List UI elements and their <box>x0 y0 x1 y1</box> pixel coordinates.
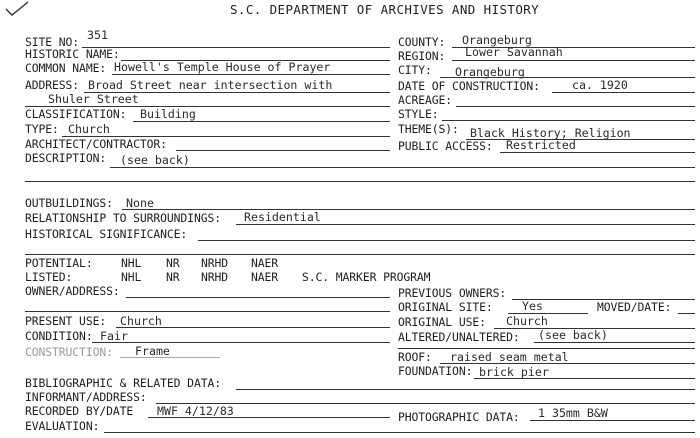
informant-label: INFORMANT/ADDRESS: <box>25 390 147 404</box>
owner-address-label: OWNER/ADDRESS: <box>25 284 120 298</box>
condition-line <box>92 342 390 343</box>
foundation-line <box>474 378 695 379</box>
themes-line <box>466 139 695 140</box>
photographic-data-label: PHOTOGRAPHIC DATA: <box>398 410 520 424</box>
outbuildings-label: OUTBUILDINGS: <box>25 196 113 210</box>
sc-marker-program: S.C. MARKER PROGRAM <box>302 270 431 284</box>
photographic-data-line <box>530 420 695 421</box>
common-name-line <box>112 74 390 75</box>
outbuildings-value: None <box>126 196 154 210</box>
listed-nr: NR <box>166 270 180 284</box>
common-name-value: Howell's Temple House of Prayer <box>114 60 331 74</box>
historic-name-label: HISTORIC NAME: <box>25 47 120 61</box>
present-use-line <box>116 327 390 328</box>
description-line-2 <box>25 181 695 182</box>
recorded-by-value: MWF 4/12/83 <box>157 404 234 418</box>
style-label: STYLE: <box>398 107 439 121</box>
public-access-line <box>500 152 695 153</box>
relationship-label: RELATIONSHIP TO SURROUNDINGS: <box>25 211 221 225</box>
roof-value: raised seam metal <box>450 350 569 364</box>
type-value: Church <box>68 122 110 136</box>
potential-nrhd: NRHD <box>201 256 229 270</box>
potential-label: POTENTIAL: <box>25 256 93 270</box>
relationship-value: Residential <box>244 210 321 224</box>
common-name-label: COMMON NAME: <box>25 61 107 75</box>
foundation-value: brick pier <box>479 365 549 379</box>
listed-nhl: NHL <box>121 270 142 284</box>
city-value: Orangeburg <box>455 65 525 79</box>
construction-line <box>120 357 220 358</box>
condition-label: CONDITION: <box>25 329 93 343</box>
altered-label: ALTERED/UNALTERED: <box>398 330 520 344</box>
significance-line-2 <box>25 254 695 255</box>
informant-line <box>156 403 695 404</box>
altered-value: (see back) <box>538 328 608 342</box>
public-access-label: PUBLIC ACCESS: <box>398 139 493 153</box>
date-of-construction-value: ca. 1920 <box>572 78 628 92</box>
altered-line <box>534 342 695 343</box>
construction-value: Frame <box>135 344 170 358</box>
listed-naer: NAER <box>251 270 279 284</box>
original-use-value: Church <box>506 314 548 328</box>
roof-label: ROOF: <box>398 350 432 364</box>
date-of-construction-line <box>552 92 695 93</box>
present-use-value: Church <box>120 314 162 328</box>
region-label: REGION: <box>398 49 446 63</box>
foundation-label: FOUNDATION: <box>398 364 473 378</box>
classification-line <box>133 121 390 122</box>
photographic-data-value: 1 35mm B&W <box>538 406 608 420</box>
relationship-line <box>236 224 695 225</box>
date-of-construction-label: DATE OF CONSTRUCTION: <box>398 79 540 93</box>
description-label: DESCRIPTION: <box>25 151 107 165</box>
city-label: CITY: <box>398 63 432 77</box>
county-label: COUNTY: <box>398 35 446 49</box>
check-mark-icon <box>4 0 30 18</box>
style-line <box>442 120 695 121</box>
potential-nhl: NHL <box>121 256 142 270</box>
type-label: TYPE: <box>25 122 59 136</box>
site-no-label: SITE NO: <box>25 35 80 49</box>
potential-nr: NR <box>166 256 180 270</box>
themes-label: THEME(S): <box>398 122 459 136</box>
original-use-label: ORIGINAL USE: <box>398 315 486 329</box>
original-site-value: Yes <box>522 299 543 313</box>
evaluation-line <box>104 432 695 433</box>
listed-label: LISTED: <box>25 270 73 284</box>
previous-owners-label: PREVIOUS OWNERS: <box>398 286 507 300</box>
historical-significance-label: HISTORICAL SIGNIFICANCE: <box>25 227 188 241</box>
architect-line <box>176 150 390 151</box>
public-access-value: Restricted <box>506 138 576 152</box>
owner-address-line-1 <box>126 297 390 298</box>
city-line <box>440 77 695 78</box>
address-label: ADDRESS: <box>25 78 80 92</box>
site-no-line <box>82 47 390 48</box>
construction-label: CONSTRUCTION: <box>25 345 113 359</box>
address-value-2: Shuler Street <box>48 92 139 106</box>
original-site-label: ORIGINAL SITE: <box>398 300 493 314</box>
description-line-1 <box>110 167 695 168</box>
themes-value: Black History; Religion <box>470 126 631 140</box>
acreage-label: ACREAGE: <box>398 93 453 107</box>
recorded-by-line <box>148 417 390 418</box>
recorded-by-label: RECORDED BY/DATE <box>25 404 134 418</box>
description-value: (see back) <box>120 153 190 167</box>
bibliographic-label: BIBLIOGRAPHIC & RELATED DATA: <box>25 376 221 390</box>
acreage-line <box>456 106 695 107</box>
bibliographic-line <box>236 389 695 390</box>
evaluation-label: EVALUATION: <box>25 419 100 433</box>
condition-value: Fair <box>100 329 128 343</box>
classification-label: CLASSIFICATION: <box>25 107 127 121</box>
owner-address-line-2 <box>25 311 390 312</box>
county-value: Orangeburg <box>462 33 532 47</box>
region-line <box>452 60 695 61</box>
site-no-value: 351 <box>87 28 108 42</box>
moved-date-line <box>678 313 695 314</box>
classification-value: Building <box>140 107 196 121</box>
potential-naer: NAER <box>251 256 279 270</box>
altered-line-2 <box>398 348 695 349</box>
roof-line <box>440 363 695 364</box>
listed-nrhd: NRHD <box>201 270 229 284</box>
form-title: S.C. DEPARTMENT OF ARCHIVES AND HISTORY <box>230 2 540 17</box>
region-value: Lower Savannah <box>465 45 563 59</box>
outbuildings-line <box>122 209 695 210</box>
architect-label: ARCHITECT/CONTRACTOR: <box>25 137 167 151</box>
moved-date-label: MOVED/DATE: <box>597 300 672 314</box>
significance-line-1 <box>198 240 695 241</box>
present-use-label: PRESENT USE: <box>25 314 107 328</box>
address-value: Broad Street near intersection with <box>88 78 333 92</box>
